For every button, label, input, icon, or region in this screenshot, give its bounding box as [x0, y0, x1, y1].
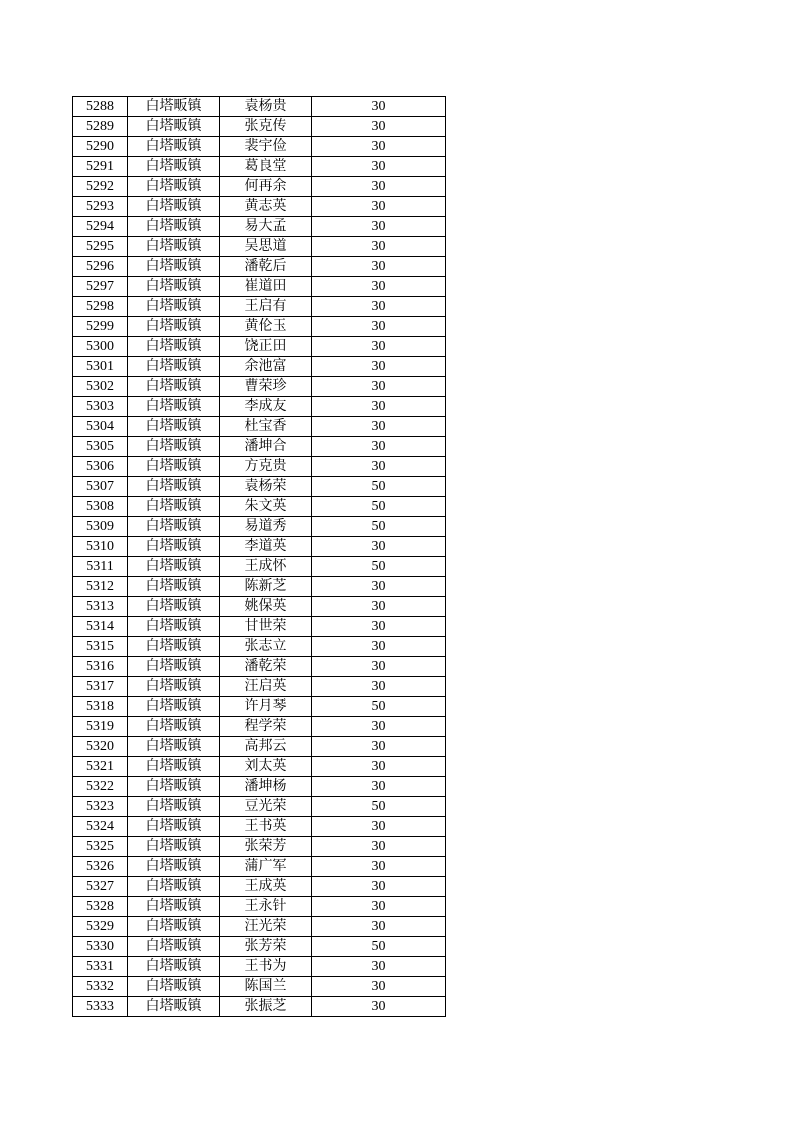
town-cell: 白塔畈镇 — [128, 377, 220, 397]
town-cell: 白塔畈镇 — [128, 757, 220, 777]
record-id-cell: 5295 — [73, 237, 128, 257]
amount-cell: 30 — [312, 117, 446, 137]
amount-cell: 30 — [312, 897, 446, 917]
town-cell: 白塔畈镇 — [128, 97, 220, 117]
town-cell: 白塔畈镇 — [128, 437, 220, 457]
person-name-cell: 黄伦玉 — [220, 317, 312, 337]
amount-cell: 30 — [312, 537, 446, 557]
person-name-cell: 葛良堂 — [220, 157, 312, 177]
amount-cell: 30 — [312, 577, 446, 597]
amount-cell: 30 — [312, 317, 446, 337]
table-row — [73, 617, 446, 637]
record-id-cell: 5331 — [73, 957, 128, 977]
amount-cell: 30 — [312, 257, 446, 277]
amount-cell: 30 — [312, 977, 446, 997]
town-cell: 白塔畈镇 — [128, 397, 220, 417]
amount-cell: 50 — [312, 497, 446, 517]
table-row — [73, 377, 446, 397]
person-name-cell: 曹荣珍 — [220, 377, 312, 397]
record-id-cell: 5299 — [73, 317, 128, 337]
record-id-cell: 5305 — [73, 437, 128, 457]
person-name-cell: 饶正田 — [220, 337, 312, 357]
person-name-cell: 陈新芝 — [220, 577, 312, 597]
person-name-cell: 何再余 — [220, 177, 312, 197]
record-id-cell: 5329 — [73, 917, 128, 937]
record-id-cell: 5326 — [73, 857, 128, 877]
person-name-cell: 豆光荣 — [220, 797, 312, 817]
town-cell: 白塔畈镇 — [128, 297, 220, 317]
person-name-cell: 张克传 — [220, 117, 312, 137]
table-row — [73, 277, 446, 297]
person-name-cell: 潘乾后 — [220, 257, 312, 277]
town-cell: 白塔畈镇 — [128, 337, 220, 357]
person-name-cell: 方克贵 — [220, 457, 312, 477]
record-id-cell: 5291 — [73, 157, 128, 177]
record-id-cell: 5306 — [73, 457, 128, 477]
table-row — [73, 557, 446, 577]
table-row — [73, 477, 446, 497]
record-id-cell: 5310 — [73, 537, 128, 557]
town-cell: 白塔畈镇 — [128, 737, 220, 757]
amount-cell: 30 — [312, 157, 446, 177]
table-row — [73, 577, 446, 597]
person-name-cell: 王书为 — [220, 957, 312, 977]
table-row — [73, 757, 446, 777]
table-row — [73, 957, 446, 977]
person-name-cell: 王书英 — [220, 817, 312, 837]
records-table — [72, 96, 446, 1017]
amount-cell: 50 — [312, 557, 446, 577]
table-row — [73, 937, 446, 957]
table-row — [73, 317, 446, 337]
person-name-cell: 王永针 — [220, 897, 312, 917]
town-cell: 白塔畈镇 — [128, 317, 220, 337]
amount-cell: 30 — [312, 997, 446, 1017]
amount-cell: 30 — [312, 837, 446, 857]
person-name-cell: 易大孟 — [220, 217, 312, 237]
amount-cell: 30 — [312, 337, 446, 357]
record-id-cell: 5322 — [73, 777, 128, 797]
town-cell: 白塔畈镇 — [128, 717, 220, 737]
amount-cell: 30 — [312, 917, 446, 937]
amount-cell: 30 — [312, 637, 446, 657]
person-name-cell: 崔道田 — [220, 277, 312, 297]
amount-cell: 30 — [312, 357, 446, 377]
amount-cell: 30 — [312, 817, 446, 837]
table-row — [73, 977, 446, 997]
record-id-cell: 5307 — [73, 477, 128, 497]
table-row — [73, 157, 446, 177]
records-body — [73, 97, 446, 1017]
record-id-cell: 5327 — [73, 877, 128, 897]
record-id-cell: 5312 — [73, 577, 128, 597]
person-name-cell: 高邦云 — [220, 737, 312, 757]
town-cell: 白塔畈镇 — [128, 857, 220, 877]
town-cell: 白塔畈镇 — [128, 597, 220, 617]
record-id-cell: 5333 — [73, 997, 128, 1017]
table-row — [73, 997, 446, 1017]
town-cell: 白塔畈镇 — [128, 837, 220, 857]
town-cell: 白塔畈镇 — [128, 497, 220, 517]
table-row — [73, 177, 446, 197]
table-row — [73, 357, 446, 377]
person-name-cell: 程学荣 — [220, 717, 312, 737]
record-id-cell: 5325 — [73, 837, 128, 857]
person-name-cell: 张芳荣 — [220, 937, 312, 957]
table-row — [73, 257, 446, 277]
amount-cell: 30 — [312, 217, 446, 237]
record-id-cell: 5300 — [73, 337, 128, 357]
record-id-cell: 5319 — [73, 717, 128, 737]
table-row — [73, 237, 446, 257]
town-cell: 白塔畈镇 — [128, 417, 220, 437]
table-row — [73, 457, 446, 477]
record-id-cell: 5308 — [73, 497, 128, 517]
town-cell: 白塔畈镇 — [128, 877, 220, 897]
record-id-cell: 5332 — [73, 977, 128, 997]
person-name-cell: 许月琴 — [220, 697, 312, 717]
record-id-cell: 5288 — [73, 97, 128, 117]
amount-cell: 30 — [312, 717, 446, 737]
town-cell: 白塔畈镇 — [128, 177, 220, 197]
record-id-cell: 5324 — [73, 817, 128, 837]
person-name-cell: 杜宝香 — [220, 417, 312, 437]
town-cell: 白塔畈镇 — [128, 697, 220, 717]
table-row — [73, 637, 446, 657]
record-id-cell: 5315 — [73, 637, 128, 657]
record-id-cell: 5309 — [73, 517, 128, 537]
town-cell: 白塔畈镇 — [128, 237, 220, 257]
person-name-cell: 黄志英 — [220, 197, 312, 217]
town-cell: 白塔畈镇 — [128, 137, 220, 157]
town-cell: 白塔畈镇 — [128, 617, 220, 637]
amount-cell: 50 — [312, 937, 446, 957]
town-cell: 白塔畈镇 — [128, 197, 220, 217]
town-cell: 白塔畈镇 — [128, 257, 220, 277]
town-cell: 白塔畈镇 — [128, 957, 220, 977]
town-cell: 白塔畈镇 — [128, 577, 220, 597]
amount-cell: 30 — [312, 397, 446, 417]
town-cell: 白塔畈镇 — [128, 637, 220, 657]
amount-cell: 30 — [312, 677, 446, 697]
table-row — [73, 197, 446, 217]
person-name-cell: 易道秀 — [220, 517, 312, 537]
table-row — [73, 97, 446, 117]
table-row — [73, 117, 446, 137]
record-id-cell: 5330 — [73, 937, 128, 957]
amount-cell: 30 — [312, 297, 446, 317]
table-row — [73, 517, 446, 537]
table-row — [73, 877, 446, 897]
town-cell: 白塔畈镇 — [128, 537, 220, 557]
record-id-cell: 5316 — [73, 657, 128, 677]
record-id-cell: 5296 — [73, 257, 128, 277]
table-row — [73, 497, 446, 517]
table-row — [73, 537, 446, 557]
town-cell: 白塔畈镇 — [128, 477, 220, 497]
person-name-cell: 潘坤杨 — [220, 777, 312, 797]
record-id-cell: 5290 — [73, 137, 128, 157]
table-row — [73, 817, 446, 837]
record-id-cell: 5320 — [73, 737, 128, 757]
town-cell: 白塔畈镇 — [128, 977, 220, 997]
record-id-cell: 5323 — [73, 797, 128, 817]
table-row — [73, 737, 446, 757]
amount-cell: 30 — [312, 737, 446, 757]
town-cell: 白塔畈镇 — [128, 217, 220, 237]
table-row — [73, 657, 446, 677]
table-row — [73, 417, 446, 437]
town-cell: 白塔畈镇 — [128, 777, 220, 797]
table-row — [73, 397, 446, 417]
person-name-cell: 王成英 — [220, 877, 312, 897]
amount-cell: 30 — [312, 657, 446, 677]
amount-cell: 30 — [312, 417, 446, 437]
record-id-cell: 5303 — [73, 397, 128, 417]
person-name-cell: 裴宇俭 — [220, 137, 312, 157]
table-row — [73, 437, 446, 457]
table-row — [73, 217, 446, 237]
record-id-cell: 5311 — [73, 557, 128, 577]
person-name-cell: 姚保英 — [220, 597, 312, 617]
town-cell: 白塔畈镇 — [128, 917, 220, 937]
person-name-cell: 王启有 — [220, 297, 312, 317]
town-cell: 白塔畈镇 — [128, 997, 220, 1017]
town-cell: 白塔畈镇 — [128, 117, 220, 137]
person-name-cell: 袁杨贵 — [220, 97, 312, 117]
amount-cell: 30 — [312, 377, 446, 397]
amount-cell: 30 — [312, 617, 446, 637]
amount-cell: 30 — [312, 277, 446, 297]
record-id-cell: 5293 — [73, 197, 128, 217]
town-cell: 白塔畈镇 — [128, 357, 220, 377]
person-name-cell: 张志立 — [220, 637, 312, 657]
town-cell: 白塔畈镇 — [128, 897, 220, 917]
amount-cell: 30 — [312, 97, 446, 117]
amount-cell: 30 — [312, 457, 446, 477]
person-name-cell: 张荣芳 — [220, 837, 312, 857]
table-row — [73, 697, 446, 717]
town-cell: 白塔畈镇 — [128, 157, 220, 177]
person-name-cell: 甘世荣 — [220, 617, 312, 637]
person-name-cell: 潘乾荣 — [220, 657, 312, 677]
person-name-cell: 李道英 — [220, 537, 312, 557]
person-name-cell: 陈国兰 — [220, 977, 312, 997]
town-cell: 白塔畈镇 — [128, 817, 220, 837]
person-name-cell: 王成怀 — [220, 557, 312, 577]
person-name-cell: 潘坤合 — [220, 437, 312, 457]
amount-cell: 30 — [312, 957, 446, 977]
person-name-cell: 李成友 — [220, 397, 312, 417]
town-cell: 白塔畈镇 — [128, 677, 220, 697]
table-row — [73, 837, 446, 857]
table-row — [73, 297, 446, 317]
amount-cell: 50 — [312, 477, 446, 497]
amount-cell: 30 — [312, 597, 446, 617]
amount-cell: 30 — [312, 237, 446, 257]
town-cell: 白塔畈镇 — [128, 557, 220, 577]
record-id-cell: 5294 — [73, 217, 128, 237]
town-cell: 白塔畈镇 — [128, 797, 220, 817]
record-id-cell: 5297 — [73, 277, 128, 297]
amount-cell: 30 — [312, 857, 446, 877]
table-row — [73, 597, 446, 617]
record-id-cell: 5313 — [73, 597, 128, 617]
person-name-cell: 余池富 — [220, 357, 312, 377]
person-name-cell: 汪启英 — [220, 677, 312, 697]
person-name-cell: 蒲广军 — [220, 857, 312, 877]
amount-cell: 30 — [312, 197, 446, 217]
amount-cell: 30 — [312, 757, 446, 777]
amount-cell: 30 — [312, 437, 446, 457]
record-id-cell: 5328 — [73, 897, 128, 917]
record-id-cell: 5304 — [73, 417, 128, 437]
record-id-cell: 5301 — [73, 357, 128, 377]
record-id-cell: 5289 — [73, 117, 128, 137]
town-cell: 白塔畈镇 — [128, 657, 220, 677]
table-row — [73, 717, 446, 737]
record-id-cell: 5317 — [73, 677, 128, 697]
amount-cell: 30 — [312, 137, 446, 157]
record-id-cell: 5321 — [73, 757, 128, 777]
town-cell: 白塔畈镇 — [128, 937, 220, 957]
amount-cell: 30 — [312, 877, 446, 897]
record-id-cell: 5314 — [73, 617, 128, 637]
table-row — [73, 857, 446, 877]
person-name-cell: 吴思道 — [220, 237, 312, 257]
amount-cell: 50 — [312, 797, 446, 817]
table-row — [73, 677, 446, 697]
table-row — [73, 777, 446, 797]
record-id-cell: 5298 — [73, 297, 128, 317]
record-id-cell: 5318 — [73, 697, 128, 717]
person-name-cell: 袁杨荣 — [220, 477, 312, 497]
table-row — [73, 137, 446, 157]
table-row — [73, 797, 446, 817]
town-cell: 白塔畈镇 — [128, 277, 220, 297]
person-name-cell: 张振芝 — [220, 997, 312, 1017]
town-cell: 白塔畈镇 — [128, 457, 220, 477]
person-name-cell: 刘太英 — [220, 757, 312, 777]
person-name-cell: 汪光荣 — [220, 917, 312, 937]
table-row — [73, 917, 446, 937]
record-id-cell: 5292 — [73, 177, 128, 197]
record-id-cell: 5302 — [73, 377, 128, 397]
amount-cell: 50 — [312, 517, 446, 537]
town-cell: 白塔畈镇 — [128, 517, 220, 537]
amount-cell: 30 — [312, 177, 446, 197]
table-row — [73, 337, 446, 357]
amount-cell: 50 — [312, 697, 446, 717]
amount-cell: 30 — [312, 777, 446, 797]
table-row — [73, 897, 446, 917]
person-name-cell: 朱文英 — [220, 497, 312, 517]
